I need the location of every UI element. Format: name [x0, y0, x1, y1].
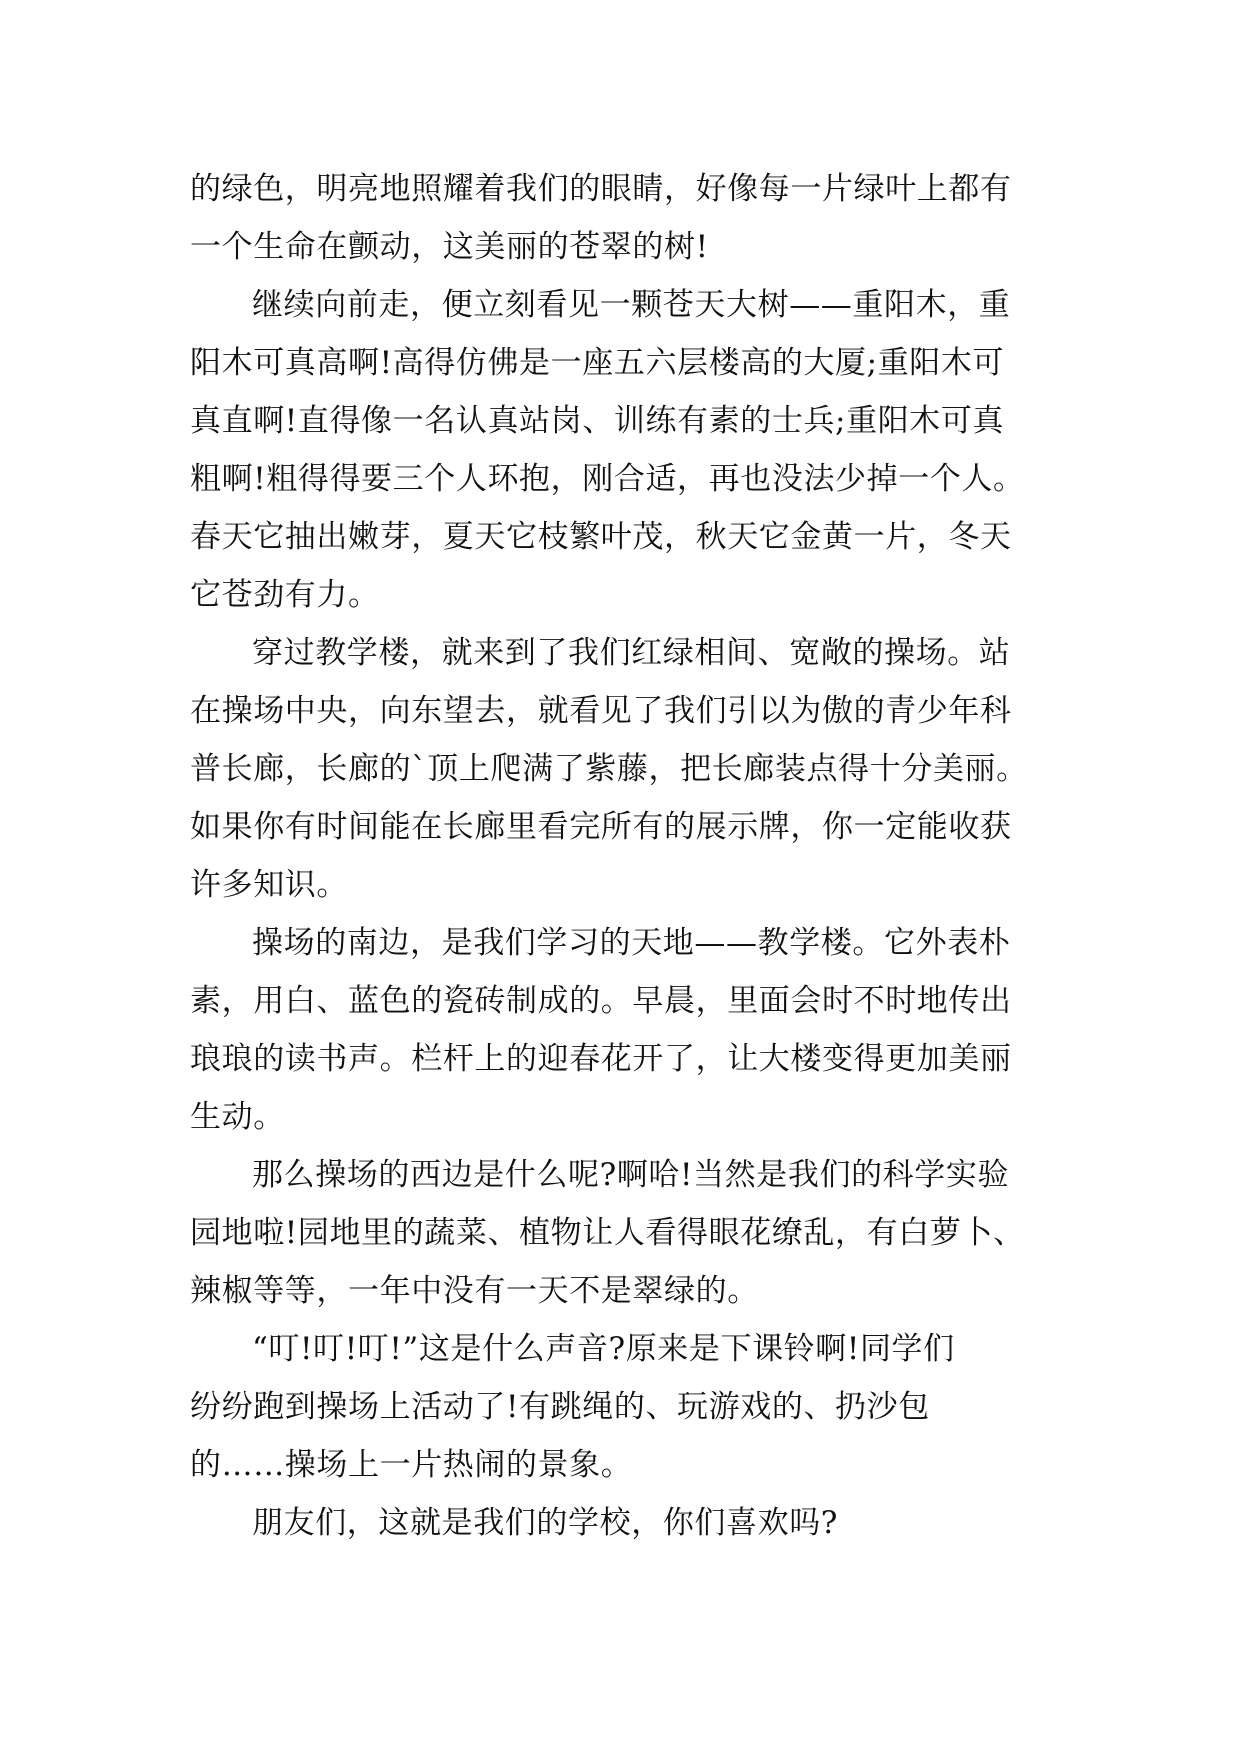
text-line: 继续向前走，便立刻看见一颗苍天大树——重阳木，重 [252, 287, 1011, 323]
text-line: 生动。 [190, 1099, 285, 1135]
text-line: 粗啊!粗得得要三个人环抱，刚合适，再也没法少掉一个人。 [190, 461, 1025, 497]
text-line: 真直啊!直得像一名认真站岗、训练有素的士兵;重阳木可真 [190, 403, 1005, 439]
text-line: 阳木可真高啊!高得仿佛是一座五六层楼高的大厦;重阳木可 [190, 345, 1005, 381]
text-line: 穿过教学楼，就来到了我们红绿相间、宽敞的操场。站 [252, 635, 1011, 671]
text-line: 琅琅的读书声。栏杆上的迎春花开了，让大楼变得更加美丽 [190, 1041, 1012, 1077]
text-line: 的……操场上一片热闹的景象。 [190, 1447, 633, 1483]
text-line: “叮!叮!叮!”这是什么声音?原来是下课铃啊!同学们 [252, 1331, 955, 1367]
text-line: 纷纷跑到操场上活动了!有跳绳的、玩游戏的、扔沙包 [190, 1389, 930, 1425]
text-line: 春天它抽出嫩芽，夏天它枝繁叶茂，秋天它金黄一片，冬天 [190, 519, 1012, 555]
text-line: 普长廊，长廊的`顶上爬满了紫藤，把长廊装点得十分美丽。 [190, 751, 1028, 787]
document-body [190, 160, 1050, 1552]
text-line: 许多知识。 [190, 867, 348, 903]
text-line: 素，用白、蓝色的瓷砖制成的。早晨，里面会时不时地传出 [190, 983, 1012, 1019]
text-line: 园地啦!园地里的蔬菜、植物让人看得眼花缭乱，有白萝卜、 [190, 1215, 1025, 1251]
text-line: 在操场中央，向东望去，就看见了我们引以为傲的青少年科 [190, 693, 1012, 729]
text-line: 辣椒等等，一年中没有一天不是翠绿的。 [190, 1273, 759, 1309]
text-line: 如果你有时间能在长廊里看完所有的展示牌，你一定能收获 [190, 809, 1012, 845]
text-line: 的绿色，明亮地照耀着我们的眼睛，好像每一片绿叶上都有 [190, 171, 1012, 207]
text-line: 朋友们，这就是我们的学校，你们喜欢吗? [252, 1505, 839, 1541]
text-line: 那么操场的西边是什么呢?啊哈!当然是我们的科学实验 [252, 1157, 1010, 1193]
text-line: 一个生命在颤动，这美丽的苍翠的树! [190, 229, 709, 265]
text-line: 操场的南边，是我们学习的天地——教学楼。它外表朴 [252, 925, 1011, 961]
text-line: 它苍劲有力。 [190, 577, 380, 613]
